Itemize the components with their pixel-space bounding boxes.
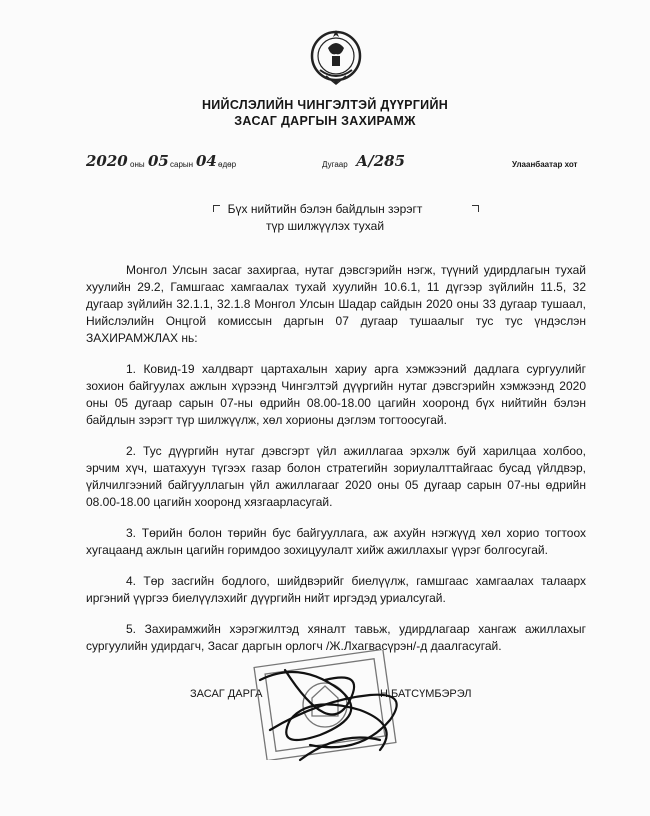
signatory-name: Н.БАТСҮМБЭРЭЛ xyxy=(380,688,472,700)
clause-2: 2. Тус дүүргийн нутаг дэвсгэрт үйл ажиллагаа эрхэлж буй харилцаа холбоо, эрчим хүч, шатахуун түгээх газар болон стратегийн зориулалттайгаас бусад үйлдвэр, үйлчилгээний байгууллагын үйл ажиллагааг 2020 оны 05 дугаар сарын 07-ны өдрийн 08.00-18.00 цагийн хооронд хязгаарласугай. xyxy=(86,444,586,509)
clause-1: 1. Ковид-19 халдварт цартахалын хариу арга хэмжээний дадлага сургуулийг зохион байгуулах ажлын хүрээнд Чингэлтэй дүүргийн нутаг дэвсгэрийн хэмжээнд 2020 оны 05 дугаар сарын 07-ны өдрийн 08.00-18.00 цагийн хооронд бүх нийтийн бэлэн байдлын зэрэгт түр шилжүүлж, хөл хорионы дэглэм тогтоосугай. xyxy=(86,362,586,427)
date-month-suffix: сарын xyxy=(170,160,194,169)
clause-3: 3. Төрийн болон төрийн бус байгууллага, аж ахуйн нэгжүүд хөл хорио тогтоох хугацаанд ажлын цагийн горимдоо зохицуулалт хийж ажиллахыг үүрэг болгосугай. xyxy=(86,526,586,557)
date-day: 04 xyxy=(196,152,217,170)
document-meta xyxy=(0,152,650,178)
subject-line-1: Бүх нийтийн бэлэн байдлын зэрэгт xyxy=(227,202,423,216)
document-body xyxy=(86,262,586,669)
handwritten-signature-icon xyxy=(230,640,440,780)
signatory-title: ЗАСАГ ДАРГА xyxy=(190,688,263,700)
document-subject xyxy=(0,201,650,235)
date-year: 2020 xyxy=(86,152,128,170)
subject-line-2: түр шилжүүлэх тухай xyxy=(265,219,385,233)
state-emblem-icon xyxy=(308,26,364,88)
clause-5: 5. Захирамжийн хэрэгжилтэд хяналт тавьж, удирдлагаар хангаж ажиллахыг сургуулийн удирдагч, Засаг даргын орлогч /Ж.Лхагвасүрэн/-д даалгасугай. xyxy=(86,622,586,653)
document-type: ЗАСАГ ДАРГЫН ЗАХИРАМЖ xyxy=(234,114,416,128)
date-day-suffix: өдөр xyxy=(218,160,237,169)
date-month: 05 xyxy=(148,152,169,170)
clause-4: 4. Төр засгийн бодлого, шийдвэрийг биелүүлж, гамшгаас хамгаалах талаарх иргэний үүргээ биелүүлэхийг дүүргийн нийт иргэдэд уриалсугай. xyxy=(86,574,586,605)
number-label: Дугаар xyxy=(322,160,348,169)
organization-name: НИЙСЛЭЛИЙН ЧИНГЭЛТЭЙ ДҮҮРГИЙН xyxy=(201,98,449,112)
preamble-paragraph: Монгол Улсын засаг захиргаа, нутаг дэвсгэрийн нэгж, түүний удирдлагын тухай хуулийн 29.2, Гамшгаас хамгаалах тухай хуулийн 10.6.1, 11 дүгээр зүйлийн 11.5, 32 дугаар зүйлийн 32.1.1, 32.1.8 Монгол Улсын Шадар сайдын 2020 оны 33 дугаар тушаал, Нийслэлийн Онцгой комиссын даргын 07 дугаар тушаалыг тус тус үндэслэн ЗАХИРАМЖЛАХ нь: xyxy=(86,263,586,345)
city-name: Улаанбаатар хот xyxy=(512,160,578,169)
document-number: А/285 xyxy=(356,152,406,170)
date-year-suffix: оны xyxy=(130,160,145,169)
